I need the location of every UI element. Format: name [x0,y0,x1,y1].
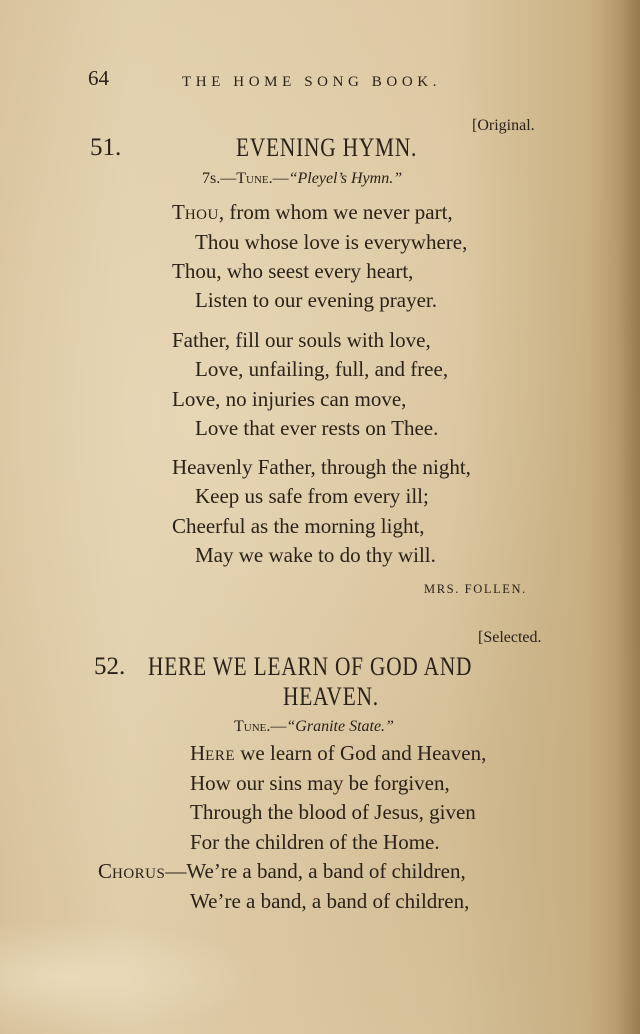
hymn-51-line-12: May we wake to do thy will. [195,543,436,567]
hymn-51-first-word-rest: HOU [184,207,219,223]
hymn-51-line-5: Father, fill our souls with love, [172,328,431,352]
hymn-52-line-1 [190,741,486,766]
hymn-51-title: EVENING HYMN. [236,133,418,162]
hymn-51-tune-prefix: Tune [236,170,269,187]
hymn-51-line-2: Thou whose love is everywhere, [195,230,468,254]
hymn-51-line-9: Heavenly Father, through the night, [172,455,471,479]
page-number: 64 [88,66,109,90]
hymn-52-source: [Selected. [478,629,542,646]
hymn-51-meter: 7s.— [202,170,237,187]
hymn-52-first-word-rest: ERE [205,748,236,764]
hymn-51-line-11: Cheerful as the morning light, [172,514,425,538]
page-edge-shadow [618,0,640,1034]
hymn-51-number: 51. [90,134,122,161]
hymn-52-initial: H [190,741,206,765]
hymn-51-tune-sep: .— [268,170,289,187]
hymn-51-line-6: Love, unfailing, full, and free, [195,357,449,381]
hymn-51-tune-name: “Pleyel’s Hymn.” [288,170,403,187]
hymn-51-line-1 [172,200,453,225]
chorus-label-rest: HORUS [112,866,166,882]
hymn-52-tune [234,718,394,736]
hymn-51-line-3: Thou, who seest every heart, [172,259,414,283]
hymn-52-line-3: Through the blood of Jesus, given [190,800,476,824]
running-title: THE HOME SONG BOOK. [182,74,442,90]
hymn-51-line-7: Love, no injuries can move, [172,387,407,411]
hymn-52-title-line-1: HERE WE LEARN OF GOD AND [148,652,473,681]
hymn-51-line-4: Listen to our evening prayer. [195,288,438,312]
hymn-52-tune-sep: .— [266,718,287,735]
hymn-51-first-line-rest: , from whom we never part, [218,200,453,224]
hymn-52-title-line-2: HEAVEN. [283,682,379,711]
hymn-52-line-4: For the children of the Home. [190,830,440,854]
hymn-51-initial: T [172,200,185,224]
hymn-52-tune-prefix: Tune [234,718,267,735]
paper-stain [0,920,260,1034]
hymn-52-number: 52. [94,653,126,680]
chorus-initial: C [98,859,113,883]
hymn-52-first-line-rest: we learn of God and Heaven, [235,741,487,765]
hymn-52-chorus-line-1 [98,859,466,884]
hymn-52-chorus-line-2: We’re a band, a band of children, [190,889,470,913]
hymn-52-line-2: How our sins may be forgiven, [190,771,450,795]
hymn-51-line-10: Keep us safe from every ill; [195,484,429,508]
hymn-51-tune [202,170,402,188]
chorus-line-text: —We’re a band, a band of children, [165,859,466,883]
hymn-51-line-8: Love that ever rests on Thee. [195,416,439,440]
hymn-52-tune-name: “Granite State.” [286,718,394,735]
hymn-51-author: MRS. FOLLEN. [424,582,527,596]
hymn-51-source: [Original. [472,117,535,134]
